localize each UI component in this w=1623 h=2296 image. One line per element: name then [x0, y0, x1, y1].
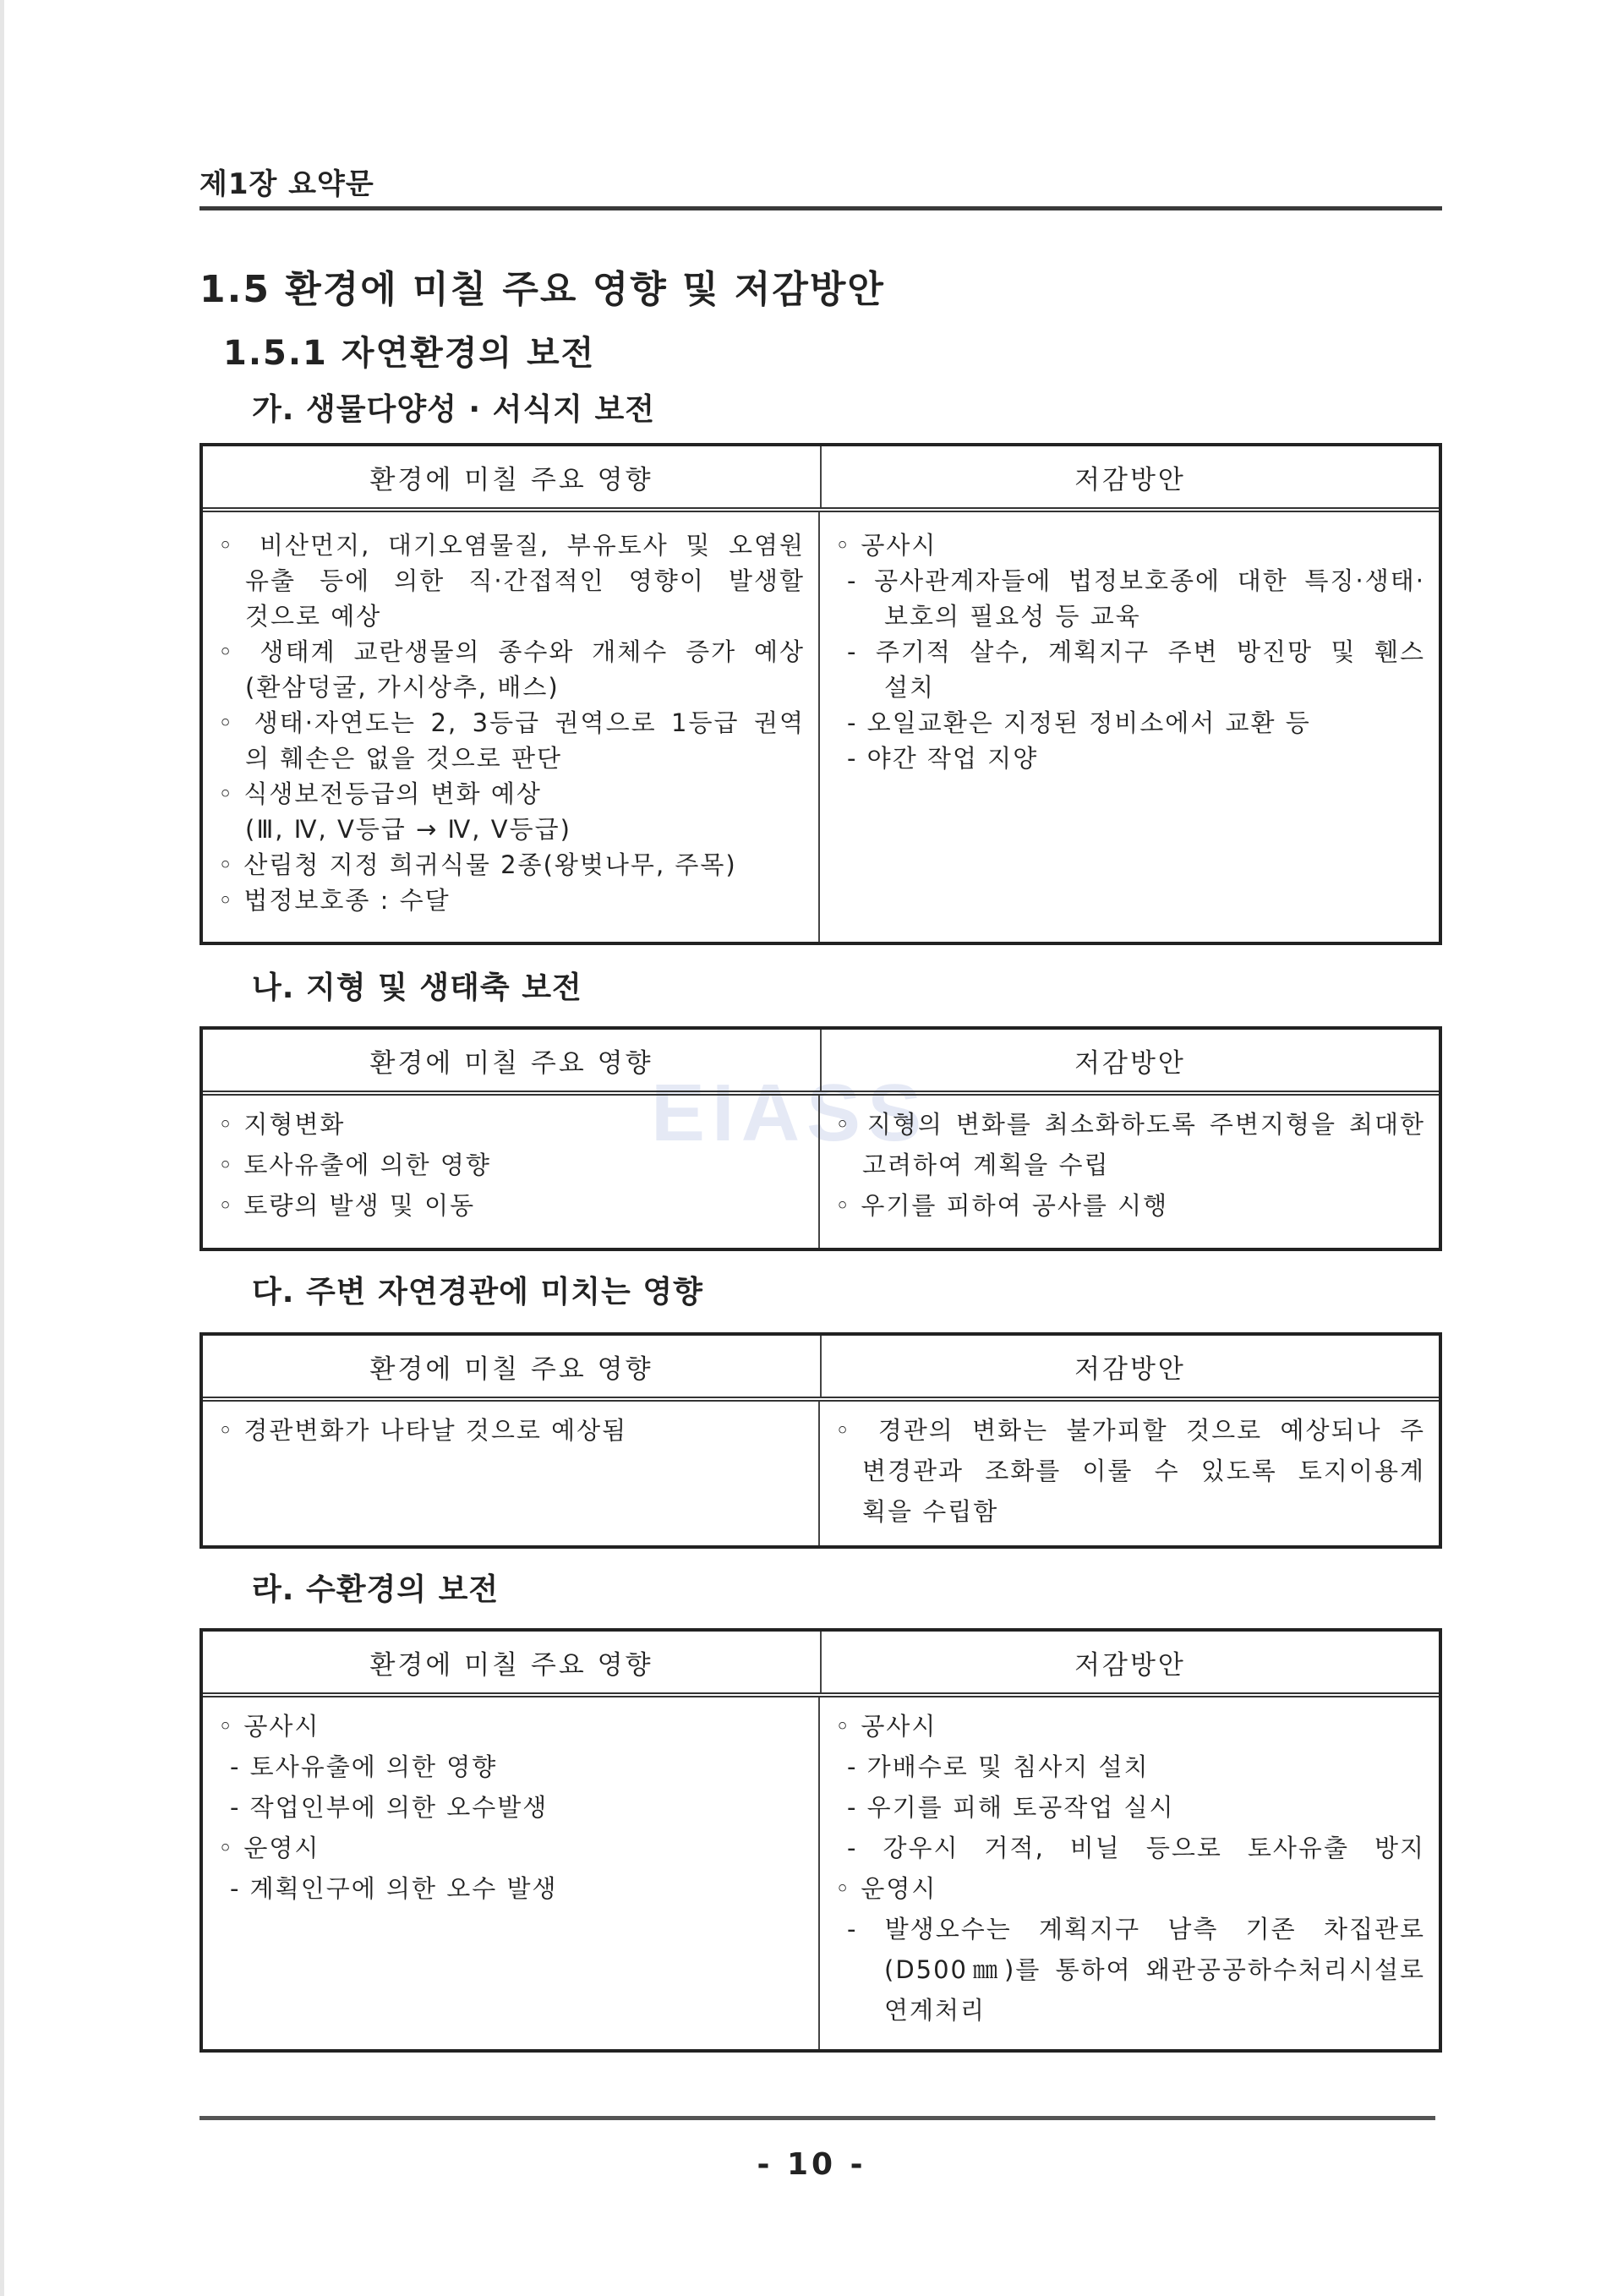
- table-body-row: [203, 512, 1439, 942]
- mitigation-line: 보호의 필요성 등 교육: [884, 602, 1141, 631]
- page-number: - 10 -: [757, 2147, 866, 2182]
- mitigation-line: 설치: [884, 673, 936, 702]
- mitigation-line: ◦ 공사시: [835, 531, 937, 560]
- impact-line: ◦ 산림청 지정 희귀식물 2종(왕벚나무, 주목): [218, 850, 737, 879]
- impact-cell: [203, 1697, 820, 2049]
- table-header-row: [203, 1336, 1439, 1402]
- impact-line: - 토사유출에 의한 영향: [230, 1752, 498, 1781]
- impact-line: (Ⅲ, Ⅳ, Ⅴ등급 → Ⅳ, Ⅴ등급): [245, 815, 571, 844]
- header-mitigation: 저감방안: [1074, 1649, 1186, 1681]
- mitigation-line: 연계처리: [884, 1996, 986, 2025]
- mitigation-line: - 주기적 살수, 계획지구 주변 방진망 및 휀스: [847, 637, 1425, 666]
- mitigation-cell: [820, 1096, 1439, 1248]
- table-header-row: [203, 1030, 1439, 1096]
- mitigation-cell: [820, 1697, 1439, 2049]
- impact-line: 의 훼손은 없을 것으로 판단: [245, 744, 563, 773]
- header-rule: [199, 206, 1442, 210]
- table-body-row: [203, 1402, 1439, 1545]
- mitigation-cell: [820, 1402, 1439, 1545]
- impact-line: ◦ 경관변화가 나타날 것으로 예상됨: [218, 1416, 628, 1445]
- impact-line: 유출 등에 의한 직·간접적인 영향이 발생할: [245, 566, 805, 595]
- mitigation-line: ◦ 우기를 피하여 공사를 시행: [835, 1191, 1169, 1220]
- header-mitigation: 저감방안: [1074, 1353, 1186, 1385]
- impact-line: ◦ 지형변화: [218, 1110, 346, 1139]
- table-header-row: [203, 446, 1439, 512]
- impact-line: - 계획인구에 의한 오수 발생: [230, 1874, 558, 1903]
- mitigation-line: ◦ 지형의 변화를 최소화하도록 주변지형을 최대한: [835, 1110, 1425, 1139]
- impact-line: ◦ 공사시: [218, 1712, 320, 1741]
- mitigation-cell: [820, 512, 1439, 942]
- section-title: 1.5 환경에 미칠 주요 영향 및 저감방안: [199, 268, 885, 311]
- header-mitigation: 저감방안: [1074, 464, 1186, 495]
- table-topography: [199, 1026, 1442, 1251]
- impact-line: ◦ 식생보전등급의 변화 예상: [218, 779, 542, 808]
- mitigation-line: 고려하여 계획을 수립: [862, 1151, 1110, 1179]
- section-d-title: 라. 수환경의 보전: [252, 1572, 500, 1607]
- impact-line: ◦ 운영시: [218, 1834, 320, 1862]
- mitigation-line: (D500㎜)를 통하여 왜관공공하수처리시설로: [884, 1955, 1425, 1984]
- watermark-logo: EIASS: [651, 1068, 929, 1158]
- impact-line: ◦ 법정보호종 : 수달: [218, 886, 451, 915]
- impact-line: (환삼덩굴, 가시상추, 배스): [245, 673, 560, 702]
- impact-line: ◦ 생태·자연도는 2, 3등급 권역으로 1등급 권역: [218, 708, 805, 737]
- footer-rule: [199, 2116, 1435, 2120]
- mitigation-line: - 강우시 거적, 비닐 등으로 토사유출 방지: [847, 1834, 1425, 1862]
- mitigation-line: ◦ 운영시: [835, 1874, 937, 1903]
- mitigation-line: ◦ 공사시: [835, 1712, 937, 1741]
- table-biodiversity: [199, 443, 1442, 945]
- mitigation-line: - 가배수로 및 침사지 설치: [847, 1752, 1150, 1781]
- header-mitigation: 저감방안: [1074, 1047, 1186, 1079]
- impact-cell: [203, 1096, 820, 1248]
- page-edge-shadow: [0, 0, 4, 2296]
- impact-line: ◦ 비산먼지, 대기오염물질, 부유토사 및 오염원: [218, 531, 805, 560]
- table-water: [199, 1628, 1442, 2053]
- header-impact: 환경에 미칠 주요 영향: [203, 446, 822, 507]
- impact-line: ◦ 토사유출에 의한 영향: [218, 1151, 491, 1179]
- impact-line: - 작업인부에 의한 오수발생: [230, 1793, 549, 1822]
- chapter-header: 제1장 요약문: [199, 167, 374, 201]
- table-landscape: [199, 1332, 1442, 1549]
- subsection-title: 1.5.1 자연환경의 보전: [223, 334, 596, 373]
- mitigation-line: 획을 수립함: [862, 1497, 999, 1526]
- mitigation-line: - 공사관계자들에 법정보호종에 대한 특징·생태·: [847, 566, 1425, 595]
- mitigation-line: - 오일교환은 지정된 정비소에서 교환 등: [847, 708, 1311, 737]
- table-body-row: [203, 1697, 1439, 2049]
- impact-line: 것으로 예상: [245, 602, 382, 631]
- header-impact: 환경에 미칠 주요 영향: [203, 1336, 822, 1397]
- table-body-row: [203, 1096, 1439, 1248]
- mitigation-line: ◦ 경관의 변화는 불가피할 것으로 예상되나 주: [835, 1416, 1425, 1445]
- impact-line: ◦ 토량의 발생 및 이동: [218, 1191, 476, 1220]
- mitigation-line: 변경관과 조화를 이룰 수 있도록 토지이용계: [862, 1457, 1425, 1485]
- impact-cell: [203, 1402, 820, 1545]
- section-a-title: 가. 생물다양성 · 서식지 보전: [252, 392, 656, 427]
- header-impact: 환경에 미칠 주요 영향: [203, 1030, 822, 1091]
- impact-line: ◦ 생태계 교란생물의 종수와 개체수 증가 예상: [218, 637, 805, 666]
- mitigation-line: - 야간 작업 지양: [847, 744, 1039, 773]
- table-header-row: [203, 1632, 1439, 1697]
- section-b-title: 나. 지형 및 생태축 보전: [252, 970, 582, 1005]
- impact-cell: [203, 512, 820, 942]
- section-c-title: 다. 주변 자연경관에 미치는 영향: [252, 1275, 703, 1309]
- mitigation-line: - 발생오수는 계획지구 남측 기존 차집관로: [847, 1915, 1425, 1943]
- header-impact: 환경에 미칠 주요 영향: [203, 1632, 822, 1692]
- mitigation-line: - 우기를 피해 토공작업 실시: [847, 1793, 1175, 1822]
